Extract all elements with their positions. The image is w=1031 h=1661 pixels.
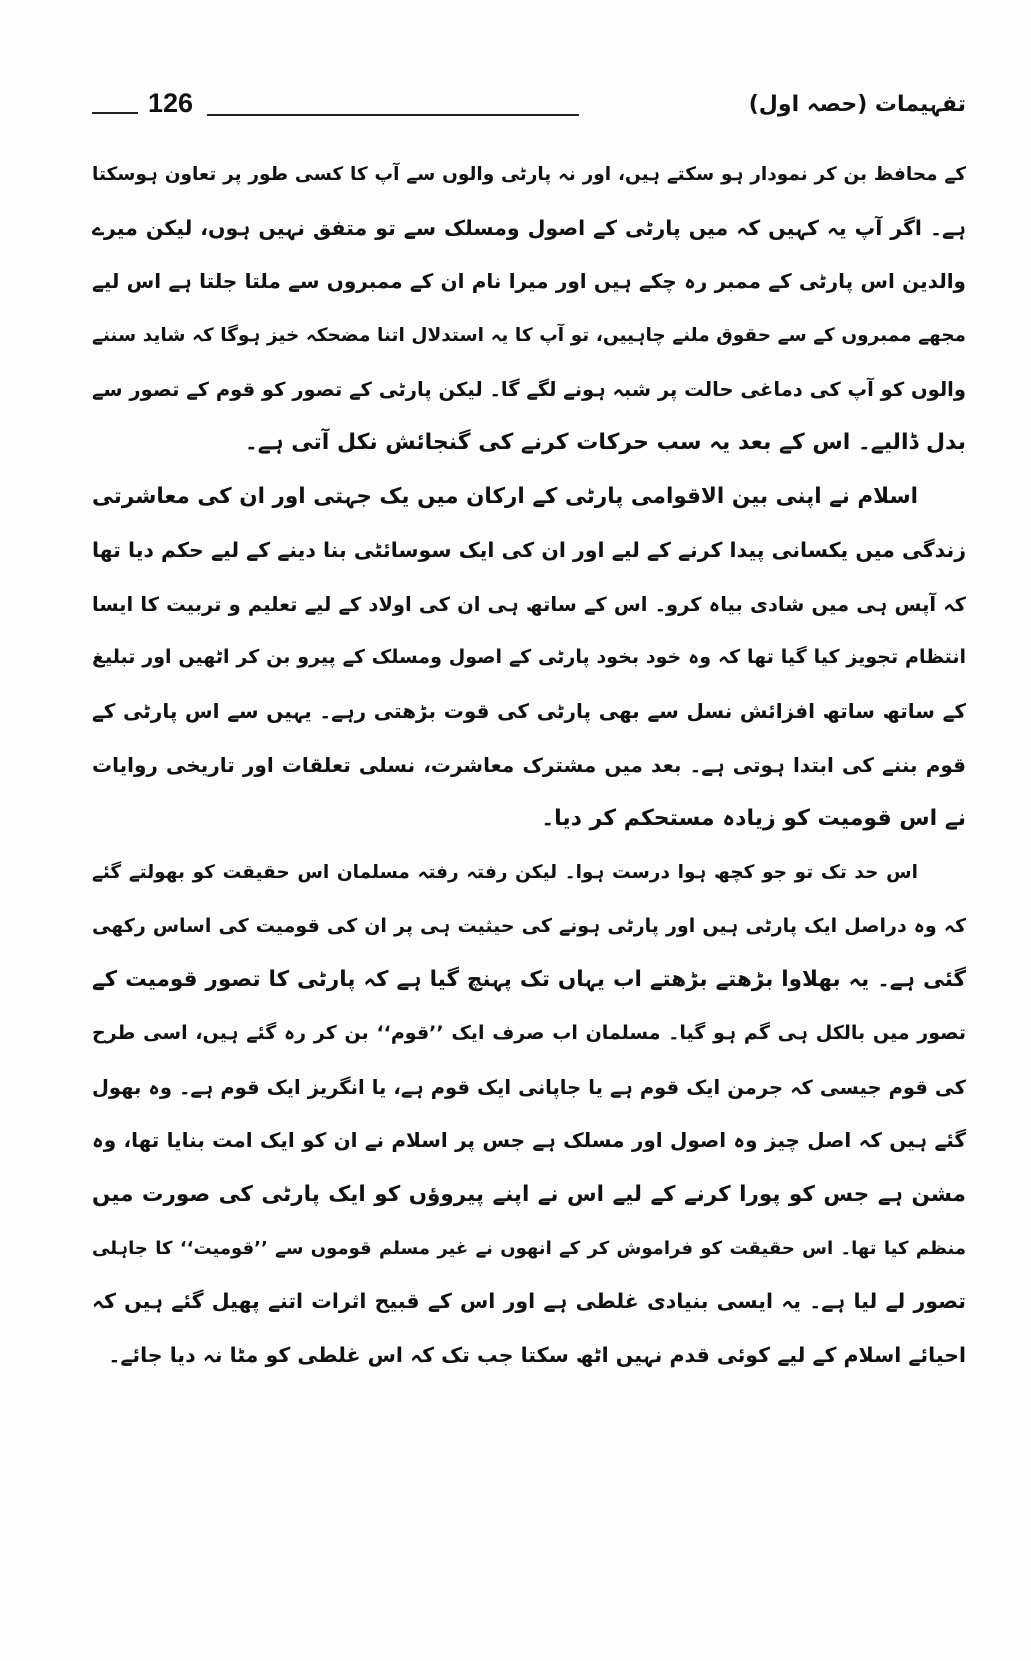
text-line: بدل ڈالیے۔ اس کے بعد یہ سب حرکات کرنے کی گنجائش نکل آتی ہے۔ bbox=[244, 430, 966, 456]
paragraph-2 bbox=[92, 470, 966, 846]
text-line: اس حد تک تو جو کچھ ہوا درست ہوا۔ لیکن رفتہ رفتہ مسلمان اس حقیقت کو بھولتے گئے bbox=[92, 861, 918, 883]
text-line: تصور لے لیا ہے۔ یہ ایسی بنیادی غلطی ہے اور اس کے قبیح اثرات اتنے پھیل گئے ہیں کہ bbox=[92, 1289, 966, 1314]
text-line: انتظام تجویز کیا گیا تھا کہ وہ خود بخود پارٹی کے اصول ومسلک کے پیرو بن کر اٹھیں اور تبلیغ bbox=[92, 646, 966, 669]
body-text bbox=[92, 148, 966, 1383]
text-line: مشن ہے جس کو پورا کرنے کے لیے اس نے اپنے پیروؤں کو ایک پارٹی کی صورت میں bbox=[92, 1182, 966, 1208]
text-line: کے محافظ بن کر نمودار ہو سکتے ہیں، اور نہ پارٹی والوں سے آپ کا کسی طور پر تعاون ہوسکتا bbox=[92, 164, 966, 185]
paragraph-1 bbox=[92, 148, 966, 470]
text-line: منظم کیا تھا۔ اس حقیقت کو فراموش کر کے انھوں نے غیر مسلم قوموں سے ’’قومیت‘‘ کا جاہلی bbox=[92, 1237, 966, 1259]
text-line: زندگی میں یکسانی پیدا کرنے کے لیے اور ان کی ایک سوسائٹی بنا دینے کے لیے حکم دیا تھا bbox=[92, 537, 966, 562]
running-header bbox=[92, 88, 966, 128]
text-line: والدین اس پارٹی کے ممبر رہ چکے ہیں اور میرا نام ان کے ممبروں سے ملتا جلتا ہے اس لیے bbox=[92, 269, 966, 294]
text-line: کہ آپس ہی میں شادی بیاہ کرو۔ اس کے ساتھ ہی ان کی اولاد کے لیے تعلیم و تربیت کا ایسا bbox=[92, 592, 966, 616]
text-line: گئے ہیں کہ اصل چیز وہ اصول اور مسلک ہے جس پر اسلام نے ان کو ایک امت بنایا تھا، وہ bbox=[92, 1128, 966, 1153]
paragraph-3 bbox=[92, 846, 966, 1383]
header-rule-left bbox=[92, 112, 138, 114]
text-line: اسلام نے اپنی بین الاقوامی پارٹی کے ارکان میں یک جہتی اور ان کی معاشرتی bbox=[92, 484, 918, 510]
text-line: نے اس قومیت کو زیادہ مستحکم کر دیا۔ bbox=[541, 806, 966, 832]
text-line: قوم بننے کی ابتدا ہوتی ہے۔ بعد میں مشترک معاشرت، نسلی تعلقات اور تاریخی روایات bbox=[92, 752, 966, 777]
text-line: کے ساتھ ساتھ افزائش نسل سے بھی پارٹی کی قوت بڑھتی رہے۔ یہیں سے اس پارٹی کے bbox=[92, 698, 966, 723]
page-number: 126 bbox=[148, 88, 194, 118]
text-line: ہے۔ اگر آپ یہ کہیں کہ میں پارٹی کے اصول ومسلک سے تو متفق نہیں ہوں، لیکن میرے bbox=[92, 215, 966, 240]
text-line: مجھے ممبروں کے سے حقوق ملنے چاہییں، تو آپ کا یہ استدلال اتنا مضحکہ خیز ہوگا کہ شاید سننے bbox=[92, 325, 966, 347]
book-title: تفہیمات (حصہ اول) bbox=[748, 92, 966, 117]
text-line: کہ وہ دراصل ایک پارٹی ہیں اور پارٹی ہونے کی حیثیت ہی پر ان کی قومیت کی اساس رکھی bbox=[92, 914, 966, 937]
header-rule-middle bbox=[207, 114, 579, 116]
text-line: گئی ہے۔ یہ بھلاوا بڑھتے بڑھتے اب یہاں تک پہنچ گیا ہے کہ پارٹی کا تصور قومیت کے bbox=[92, 967, 966, 993]
text-line: تصور میں بالکل ہی گم ہو گیا۔ مسلمان اب صرف ایک ’’قوم‘‘ بن کر رہ گئے ہیں، اسی طرح bbox=[92, 1022, 966, 1044]
text-line: والوں کو آپ کی دماغی حالت پر شبہ ہونے لگے گا۔ لیکن پارٹی کے تصور کو قوم کے تصور سے bbox=[92, 377, 966, 401]
text-line: احیائے اسلام کے لیے کوئی قدم نہیں اٹھ سکتا جب تک کہ اس غلطی کو مٹا نہ دیا جائے۔ bbox=[108, 1343, 966, 1368]
text-line: کی قوم جیسی کہ جرمن ایک قوم ہے یا جاپانی ایک قوم ہے، یا انگریز ایک قوم ہے۔ وہ بھول bbox=[92, 1075, 966, 1099]
